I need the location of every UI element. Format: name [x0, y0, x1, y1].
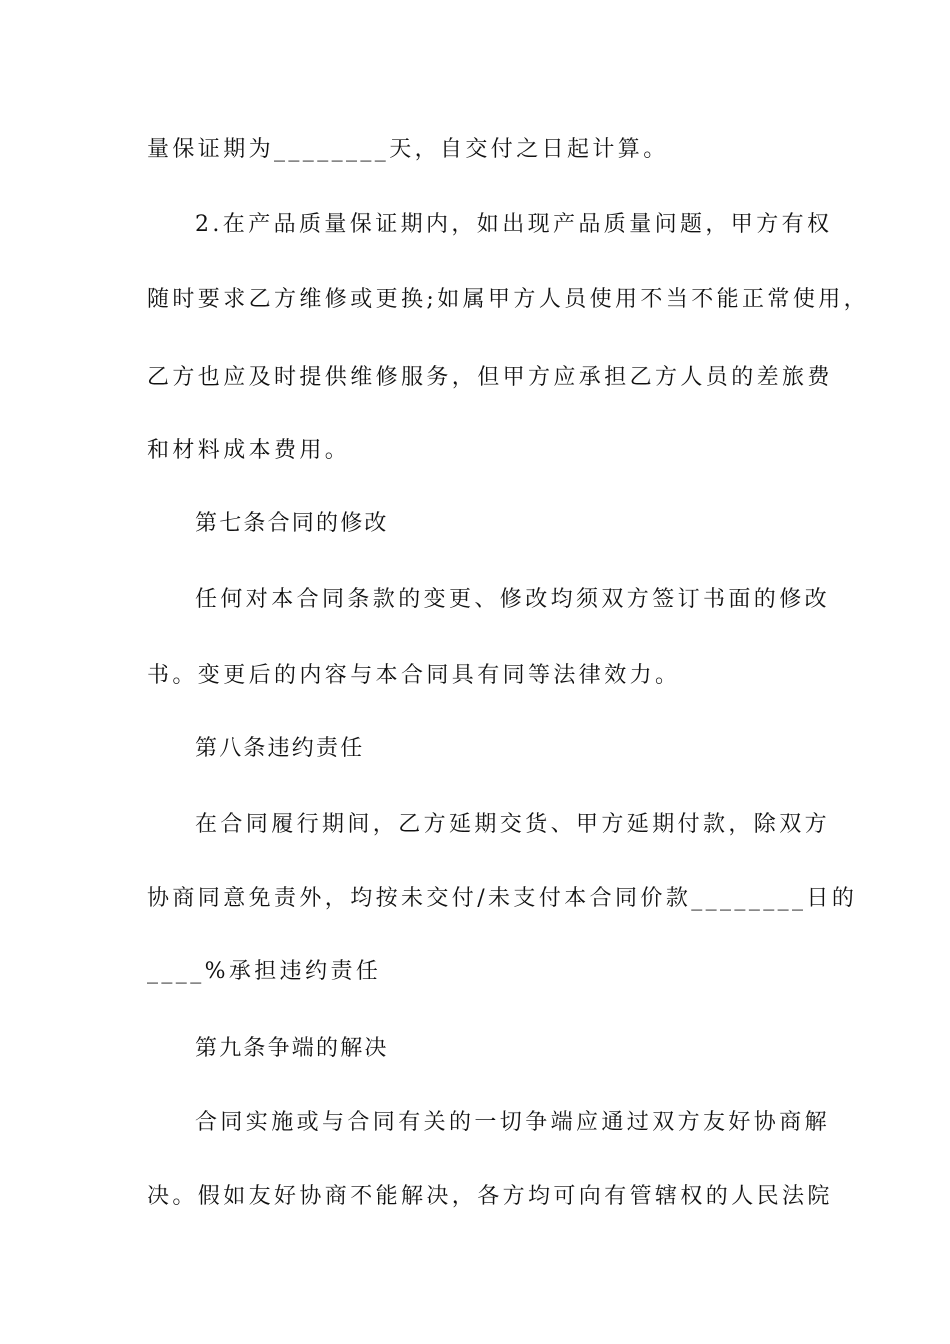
- paragraph-line: 协商同意免责外，均按未交付/未支付本合同价款________日的: [147, 886, 858, 911]
- paragraph-line: 决。假如友好协商不能解决，各方均可向有管辖权的人民法院: [147, 1184, 833, 1209]
- paragraph-line: ____%承担违约责任: [147, 959, 382, 984]
- paragraph-line: 随时要求乙方维修或更换;如属甲方人员使用不当不能正常使用，: [147, 287, 870, 312]
- paragraph-line: 任何对本合同条款的变更、修改均须双方签订书面的修改: [195, 587, 831, 612]
- section-heading: 第九条争端的解决: [195, 1036, 389, 1061]
- section-heading: 第七条合同的修改: [195, 511, 389, 536]
- section-heading: 第八条违约责任: [195, 736, 365, 761]
- paragraph-line: 在合同履行期间，乙方延期交货、甲方延期付款，除双方: [195, 812, 831, 837]
- paragraph-line: 书。变更后的内容与本合同具有同等法律效力。: [147, 663, 681, 688]
- paragraph-line: 合同实施或与合同有关的一切争端应通过双方友好协商解: [195, 1110, 831, 1135]
- paragraph-line: 和材料成本费用。: [147, 438, 351, 463]
- paragraph-line: 乙方也应及时提供维修服务，但甲方应承担乙方人员的差旅费: [147, 365, 833, 390]
- paragraph-line: 量保证期为________天，自交付之日起计算。: [147, 137, 669, 162]
- paragraph-line: 2.在产品质量保证期内，如出现产品质量问题，甲方有权: [195, 212, 833, 237]
